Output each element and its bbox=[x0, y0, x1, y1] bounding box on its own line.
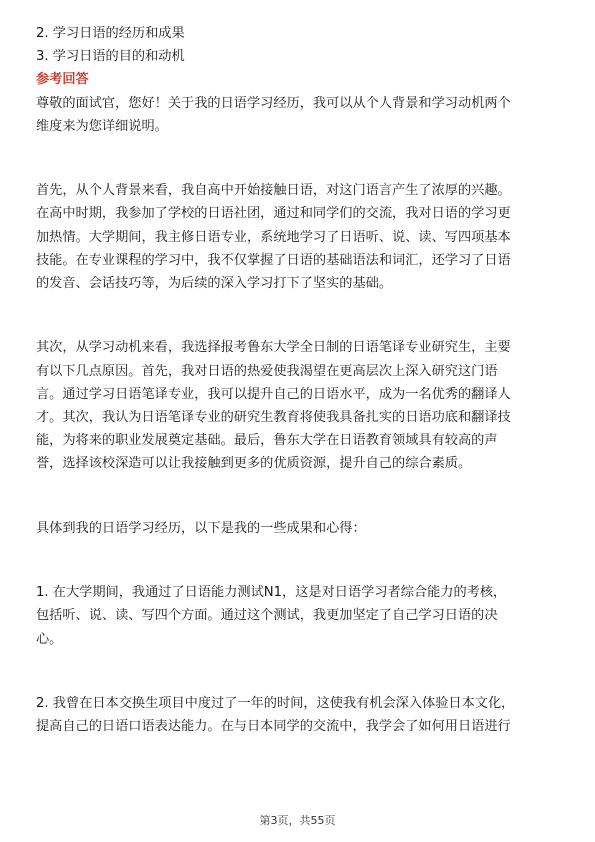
text-line: 2. 我曾在日本交换生项目中度过了一年的时间，这使我有机会深入体验日本文化， bbox=[36, 696, 515, 711]
paragraph-motivation bbox=[36, 336, 558, 475]
spacer bbox=[36, 563, 558, 581]
text-line: 维度来为您详细说明。 bbox=[36, 118, 168, 134]
text-line: 其次，从学习动机来看，我选择报考鲁东大学全日制的日语笔译专业研究生，主要 bbox=[36, 340, 511, 356]
spacer bbox=[36, 674, 558, 692]
spacer bbox=[36, 651, 558, 674]
text-line: 能，为将来的职业发展奠定基础。最后，鲁东大学在日语教育领域具有较高的声 bbox=[36, 433, 498, 449]
text-line: 在高中时期，我参加了学校的日语社团，通过和同学们的交流，我对日语的学习更 bbox=[36, 206, 511, 222]
list-item-2 bbox=[36, 692, 558, 738]
question-item: 3. 学习日语的目的和动机 bbox=[36, 49, 185, 65]
paragraph-experience-intro bbox=[36, 517, 558, 540]
paragraph-intro bbox=[36, 92, 558, 138]
answer-heading: 参考回答 bbox=[36, 72, 89, 88]
spacer bbox=[36, 476, 558, 499]
spacer bbox=[36, 540, 558, 563]
spacer bbox=[36, 295, 558, 318]
text-line: 1. 在大学期间，我通过了日语能力测试N1，这是对日语学习者综合能力的考核， bbox=[36, 585, 507, 601]
text-line: 言。通过学习日语笔译专业，我可以提升自己的日语水平，成为一名优秀的翻译人 bbox=[36, 386, 511, 402]
text-line: 具体到我的日语学习经历，以下是我的一些成果和心得： bbox=[36, 520, 366, 536]
page-content bbox=[36, 22, 558, 738]
text-line: 的发音、会话技巧等，为后续的深入学习打下了坚实的基础。 bbox=[36, 276, 393, 292]
list-item-1 bbox=[36, 581, 558, 651]
text-line: 誉，选择该校深造可以让我接触到更多的优质资源，提升自己的综合素质。 bbox=[36, 456, 472, 472]
page-number-footer: 第3页，共55页 bbox=[259, 814, 336, 827]
text-line: 提高自己的日语口语表达能力。在与日本同学的交流中，我学会了如何用日语进行 bbox=[36, 719, 511, 735]
spacer bbox=[36, 138, 558, 161]
text-line: 技能。在专业课程的学习中，我不仅掌握了日语的基础语法和词汇，还学习了日语 bbox=[36, 252, 511, 268]
text-line: 心。 bbox=[36, 631, 63, 647]
text-line: 加热情。大学期间，我主修日语专业，系统地学习了日语听、说、读、写四项基本 bbox=[36, 229, 511, 245]
text-line: 才。其次，我认为日语笔译专业的研究生教育将使我具备扎实的日语功底和翻译技 bbox=[36, 410, 511, 426]
paragraph-background bbox=[36, 179, 558, 295]
text-line: 尊敬的面试官，您好！关于我的日语学习经历，我可以从个人背景和学习动机两个 bbox=[36, 95, 511, 111]
text-line: 首先，从个人背景来看，我自高中开始接触日语，对这门语言产生了浓厚的兴趣。 bbox=[36, 183, 511, 199]
text-line: 有以下几点原因。首先，我对日语的热爱使我渴望在更高层次上深入研究这门语 bbox=[36, 363, 498, 379]
text-line: 包括听、说、读、写四个方面。通过这个测试，我更加坚定了自己学习日语的决 bbox=[36, 608, 498, 624]
spacer bbox=[36, 318, 558, 336]
spacer bbox=[36, 499, 558, 517]
spacer bbox=[36, 161, 558, 179]
question-item: 2. 学习日语的经历和成果 bbox=[36, 26, 185, 41]
